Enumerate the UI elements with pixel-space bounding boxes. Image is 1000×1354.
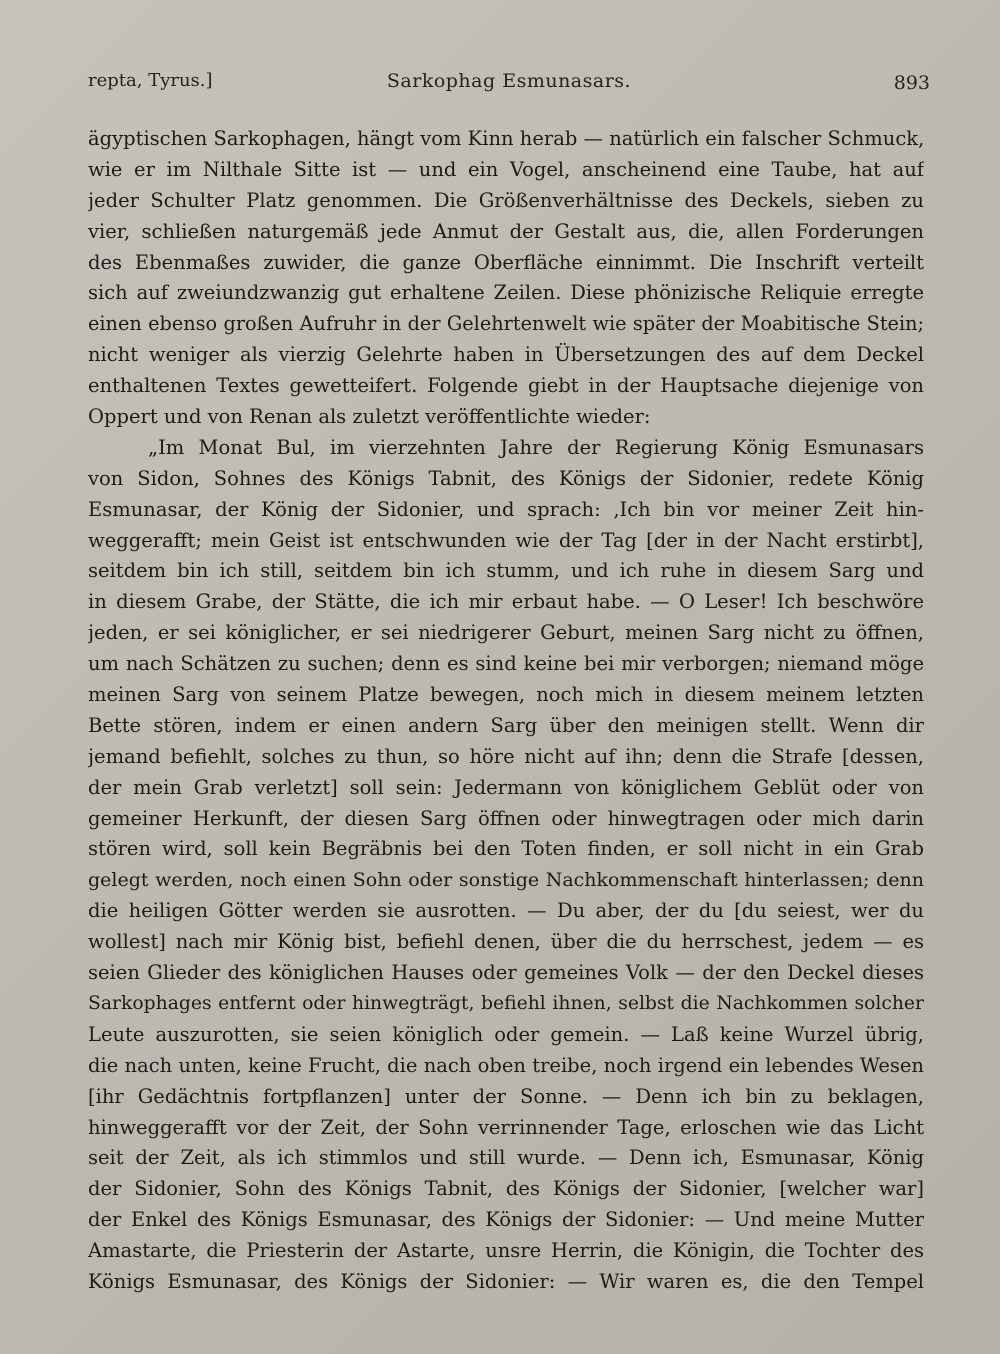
text-line: enthaltenen Textes gewetteifert. Folgende giebt in der Hauptsache diejenige von	[88, 374, 924, 398]
text-line: nicht weniger als vierzig Gelehrte haben in Übersetzungen des auf dem Deckel	[88, 343, 924, 367]
text-line: vier, schließen naturgemäß jede Anmut der Gestalt aus, die, allen Forderungen	[88, 219, 924, 243]
text-line: die heiligen Götter werden sie ausrotten. — Du aber, der du [du seiest, wer du	[88, 899, 924, 923]
text-line: Bette stören, indem er einen andern Sarg über den meinigen stellt. Wenn dir	[88, 713, 924, 737]
text-line: seien Glieder des königlichen Hauses oder gemeines Volk — der den Deckel dieses	[88, 961, 924, 985]
text-line: einen ebenso großen Aufruhr in der Gelehrtenwelt wie später der Moabitische Stein;	[88, 312, 924, 336]
running-header	[88, 70, 930, 106]
header-left-text: repta, Tyrus.]	[88, 70, 213, 91]
text-line: meinen Sarg von seinem Platze bewegen, noch mich in diesem meinem letzten	[88, 683, 924, 707]
text-line: weggerafft; mein Geist ist entschwunden wie der Tag [der in der Nacht erstirbt],	[88, 528, 924, 552]
text-line: wie er im Nilthale Sitte ist — und ein Vogel, anscheinend eine Taube, hat auf	[88, 157, 924, 181]
text-line: seitdem bin ich still, seitdem bin ich stumm, und ich ruhe in diesem Sarg und	[88, 559, 924, 583]
text-line: [ihr Gedächtnis fortpflanzen] unter der Sonne. — Denn ich bin zu beklagen,	[88, 1084, 924, 1108]
text-line: die nach unten, keine Frucht, die nach oben treibe, noch irgend ein lebendes Wesen	[88, 1053, 924, 1077]
text-line: sich auf zweiundzwanzig gut erhaltene Zeilen. Diese phönizische Reliquie erregte	[88, 281, 924, 305]
text-line: seit der Zeit, als ich stimmlos und still wurde. — Denn ich, Esmunasar, König	[88, 1146, 924, 1170]
text-line: „Im Monat Bul, im vierzehnten Jahre der Regierung König Esmunasars	[148, 435, 924, 459]
text-line: Oppert und von Renan als zuletzt veröffentlichte wieder:	[88, 405, 651, 429]
text-line: der mein Grab verletzt] soll sein: Jedermann von königlichem Geblüt oder von	[88, 775, 924, 799]
text-line: jeden, er sei königlicher, er sei niedrigerer Geburt, meinen Sarg nicht zu öffnen,	[88, 621, 924, 645]
text-line: Amastarte, die Priesterin der Astarte, unsre Herrin, die Königin, die Tochter des	[88, 1239, 924, 1263]
text-line: Königs Esmunasar, des Königs der Sidonier: — Wir waren es, die den Tempel	[88, 1269, 924, 1293]
body-text	[88, 124, 924, 1298]
text-line: um nach Schätzen zu suchen; denn es sind keine bei mir verborgen; niemand möge	[88, 652, 924, 676]
header-title: Sarkophag Esmunasars.	[386, 70, 632, 92]
text-line: Esmunasar, der König der Sidonier, und sprach: ‚Ich bin vor meiner Zeit hin-	[88, 497, 924, 521]
text-line: jemand befiehlt, solches zu thun, so höre nicht auf ihn; denn die Strafe [dessen,	[88, 744, 924, 768]
text-line: Leute auszurotten, sie seien königlich oder gemein. — Laß keine Wurzel übrig,	[88, 1022, 924, 1046]
text-line: ägyptischen Sarkophagen, hängt vom Kinn herab — natürlich ein falscher Schmuck,	[88, 127, 924, 150]
text-line: der Sidonier, Sohn des Königs Tabnit, des Königs der Sidonier, [welcher war]	[88, 1177, 924, 1201]
text-line: jeder Schulter Platz genommen. Die Größenverhältnisse des Deckels, sieben zu	[88, 188, 924, 212]
text-line: wollest] nach mir König bist, befiehl denen, über die du herrschest, jedem — es	[88, 930, 924, 954]
text-line: der Enkel des Königs Esmunasar, des Königs der Sidonier: — Und meine Mutter	[88, 1208, 924, 1232]
text-line: gemeiner Herkunft, der diesen Sarg öffnen oder hinwegtragen oder mich darin	[88, 806, 924, 830]
text-line: hinweggerafft vor der Zeit, der Sohn verrinnender Tage, erloschen wie das Licht	[88, 1115, 924, 1139]
text-line: des Ebenmaßes zuwider, die ganze Oberfläche einnimmt. Die Inschrift verteilt	[88, 250, 924, 274]
text-line: stören wird, soll kein Begräbnis bei den Toten finden, er soll nicht in ein Grab	[88, 837, 924, 861]
text-line: gelegt werden, noch einen Sohn oder sonstige Nachkommenschaft hinterlassen; denn	[88, 869, 924, 892]
text-line: Sarkophages entfernt oder hinwegträgt, befiehl ihnen, selbst die Nachkommen solcher	[88, 992, 924, 1014]
text-line: in diesem Grabe, der Stätte, die ich mir erbaut habe. — O Leser! Ich beschwöre	[88, 590, 924, 614]
text-line: von Sidon, Sohnes des Königs Tabnit, des Königs der Sidonier, redete König	[88, 466, 924, 490]
page-number: 893	[893, 72, 930, 94]
